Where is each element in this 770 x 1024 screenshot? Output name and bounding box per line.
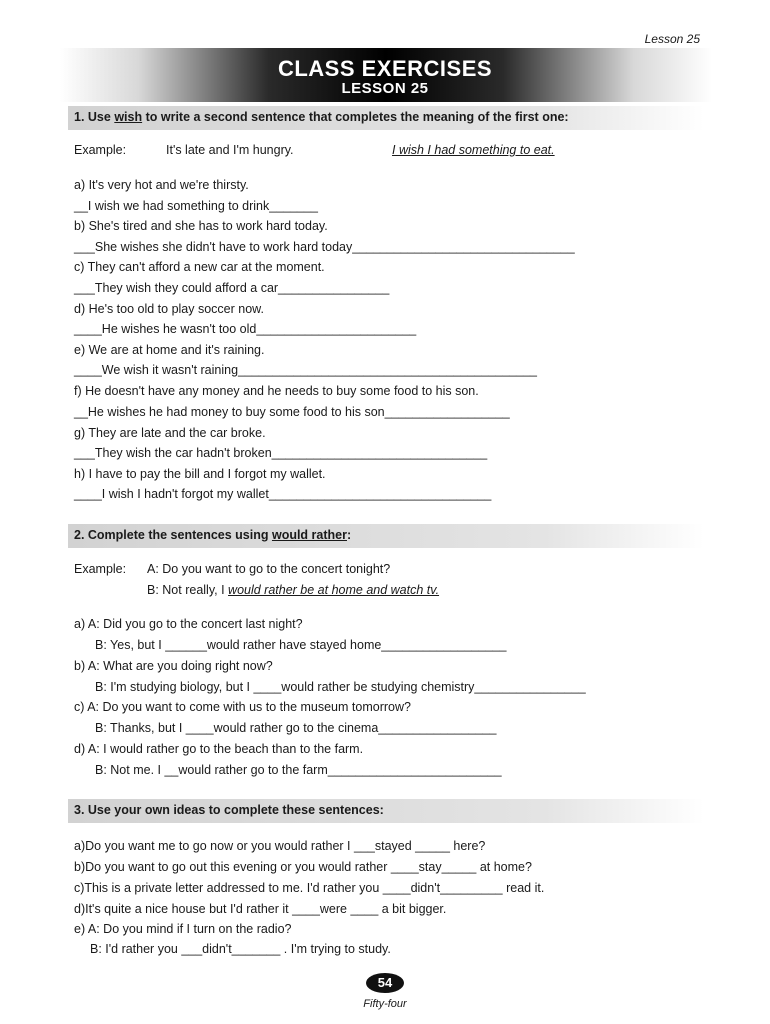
s1-line: ___They wish they could afford a car________________	[74, 281, 390, 295]
s2-line: B: Yes, but I ______would rather have stayed home__________________	[95, 638, 507, 652]
section1-example-sentence: It's late and I'm hungry.	[166, 143, 294, 157]
section1-example-label: Example:	[74, 143, 127, 157]
page-title: CLASS EXERCISES	[277, 56, 493, 81]
section1-keyword: wish	[114, 110, 143, 124]
s2-line: c) A: Do you want to come with us to the museum tomorrow?	[74, 700, 411, 714]
section3-title: 3. Use your own ideas to complete these sentences:	[74, 803, 384, 817]
s1-line: f) He doesn't have any money and he needs to buy some food to his son.	[74, 384, 479, 398]
page-subtitle: LESSON 25	[341, 80, 429, 97]
s1-line: ___They wish the car hadn't broken_______________________________	[74, 446, 488, 460]
page-number-words: Fifty-four	[363, 998, 407, 1010]
s2-line: B: Not me. I __would rather go to the farm_________________________	[95, 763, 502, 777]
section2-example-question: A: Do you want to go to the concert tonight?	[147, 562, 391, 576]
s1-line: c) They can't afford a new car at the moment.	[74, 260, 325, 274]
s1-line: ____We wish it wasn't raining___________________________________________	[74, 363, 537, 377]
s2-line: d) A: I would rather go to the beach than to the farm.	[74, 742, 364, 756]
s1-line: d) He's too old to play soccer now.	[74, 302, 264, 316]
s1-line: ____He wishes he wasn't too old_______________________	[74, 322, 417, 336]
s2-line: B: Thanks, but I ____would rather go to the cinema_________________	[95, 721, 497, 735]
section2-keyword: would rather	[271, 528, 347, 542]
s3-line: c)This is a private letter addressed to me. I'd rather you ____didn't_________ read it.	[74, 881, 545, 895]
s1-line: ___She wishes she didn't have to work hard today________________________________	[74, 240, 575, 254]
s1-line: __I wish we had something to drink_______	[74, 199, 318, 213]
section2-example-answer: would rather be at home and watch tv.	[228, 583, 440, 597]
s2-line: b) A: What are you doing right now?	[74, 659, 273, 673]
section2-example-reply: B: Not really, I would rather be at home and watch tv.	[147, 583, 440, 597]
s3-line: e) A: Do you mind if I turn on the radio?	[74, 922, 292, 936]
section1-title: 1. Use wish to write a second sentence that completes the meaning of the first one:	[74, 110, 569, 124]
section2-title: 2. Complete the sentences using would rather:	[74, 528, 352, 542]
s3-line: b)Do you want to go out this evening or you would rather ____stay_____ at home?	[74, 860, 532, 874]
s1-line: __He wishes he had money to buy some food to his son__________________	[74, 405, 510, 419]
section1-example-answer: I wish I had something to eat.	[392, 143, 555, 157]
page-number-badge: 54	[366, 973, 404, 993]
s1-line: a) It's very hot and we're thirsty.	[74, 178, 249, 192]
lesson-header: Lesson 25	[644, 32, 700, 46]
s1-line: b) She's tired and she has to work hard today.	[74, 219, 328, 233]
s1-line: e) We are at home and it's raining.	[74, 343, 265, 357]
s3-line: B: I'd rather you ___didn't_______ . I'm trying to study.	[90, 942, 391, 956]
s2-line: a) A: Did you go to the concert last night?	[74, 617, 303, 631]
s3-line: a)Do you want me to go now or you would rather I ___stayed _____ here?	[74, 839, 486, 853]
s3-line: d)It's quite a nice house but I'd rather it ____were ____ a bit bigger.	[74, 902, 447, 916]
s1-line: h) I have to pay the bill and I forgot my wallet.	[74, 467, 326, 481]
s1-line: g) They are late and the car broke.	[74, 426, 266, 440]
s1-line: ____I wish I hadn't forgot my wallet________________________________	[74, 487, 492, 501]
s2-line: B: I'm studying biology, but I ____would rather be studying chemistry________________	[95, 680, 586, 694]
section2-example-label: Example:	[74, 562, 127, 576]
